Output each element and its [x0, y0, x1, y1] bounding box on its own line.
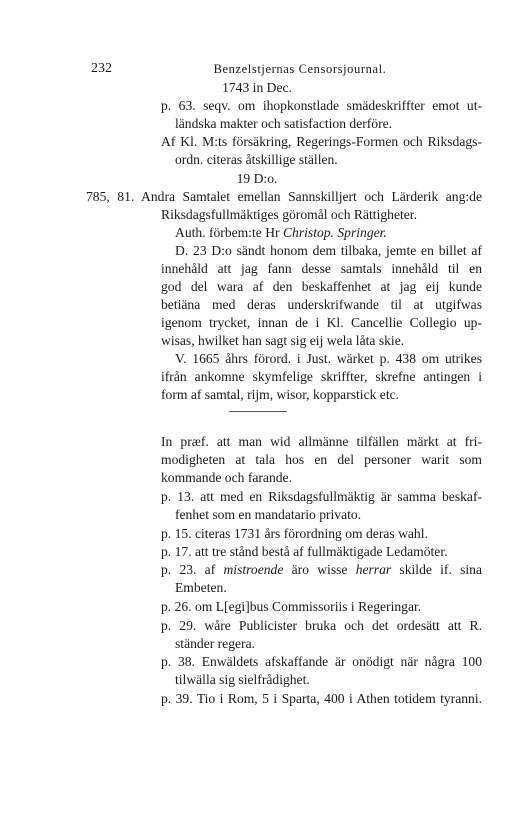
note-praef-line2: modigheten at tala hos en del personer warit som: [161, 452, 482, 467]
note-p29-line1: p. 29. wåre Publicister bruka och det ordesätt att R.: [161, 618, 482, 633]
entry-d23-line5: igenom trycket, innan de i Kl. Cancellie Collegio up-: [161, 315, 482, 330]
entry-d23-line2: innehåld att jag fann desse samtals innehåld til en: [161, 261, 482, 276]
entry-v1665-line3: form af samtal, rijm, wisor, kopparstick etc.: [161, 387, 400, 402]
note-p23-line2: Embeten.: [175, 580, 227, 595]
note-p17: p. 17. att tre stånd bestå af fullmäktigade Ledamöter.: [161, 544, 448, 559]
auth-prefix: Auth. förbem:te Hr: [175, 225, 283, 240]
entry-d23-line1: D. 23 D:o sändt honom dem tilbaka, jemte en billet af: [175, 243, 482, 258]
note-p39: p. 39. Tio i Rom, 5 i Sparta, 400 i Athen totidem tyranni.: [161, 691, 482, 706]
note-p13-line1: p. 13. att med en Riksdagsfullmäktig är samma beskaf-: [161, 489, 482, 504]
entry-af-line1: Af Kl. M:ts försäkring, Regerings-Formen och Riksdags-: [161, 134, 482, 149]
note-p38-line2: tilwälla sig sielfrådighet.: [175, 672, 310, 687]
p23-italic-1: mistroende: [223, 562, 284, 577]
note-p26: p. 26. om L[egi]bus Commissoriis i Regeringar.: [161, 599, 422, 614]
entry-auth: [175, 224, 387, 242]
page-header: [0, 61, 514, 79]
note-p38-line1: p. 38. Enwäldets afskaffande är onödigt när några 100: [161, 654, 482, 669]
entry-v1665-line1: V. 1665 åhrs förord. i Just. wärket p. 438 om utrikes: [175, 351, 482, 366]
entry-p63-line1: p. 63. seqv. om ihopkonstlade smädeskriffter emot ut-: [161, 98, 482, 113]
section-divider: [229, 411, 287, 412]
note-praef-line1: In præf. att man wid allmänne tilfällen märkt at fri-: [161, 434, 482, 449]
note-p29-line2: ständer regera.: [175, 636, 256, 651]
entry-785-line2: Riksdagsfullmäktiges göromål och Rättigheter.: [161, 207, 417, 222]
auth-name: Christop. Springer.: [282, 225, 387, 240]
entry-d23-line3: god del wara af den beskaffenhet at jag eij kunde: [161, 279, 482, 294]
entry-p63-line2: ländska makter och satisfaction derföre.: [175, 116, 393, 131]
p23-part-b: äro wisse: [283, 562, 356, 577]
entry-af-line2: ordn. citeras åtskillige ställen.: [175, 152, 338, 167]
note-p13-line2: fenhet som en mandatario privato.: [175, 507, 362, 522]
note-p15: p. 15. citeras 1731 års förordning om deras wahl.: [161, 526, 428, 541]
p23-part-a: p. 23. af: [161, 562, 224, 577]
page-number: 232: [91, 61, 112, 76]
year-heading: 1743 in Dec.: [222, 80, 292, 95]
running-head: Benzelstjernas Censorsjournal.: [213, 62, 387, 76]
entry-v1665-line2: ifrån ankomne skymfelige skriffter, skrefne antingen i: [161, 369, 482, 384]
p23-part-c: skilde if. sina: [391, 562, 482, 577]
date-heading-19: 19 D:o.: [236, 171, 278, 186]
note-p23-line1: [161, 561, 482, 579]
note-praef-line3: kommande och farande.: [161, 470, 292, 485]
entry-785-line1: 785, 81. Andra Samtalet emellan Sannskilljert och Lärderik ang:de: [86, 189, 482, 204]
p23-italic-2: herrar: [355, 562, 392, 577]
entry-d23-line4: betiäna med deras underskrifwande til at utgifwas: [161, 297, 482, 312]
entry-d23-line6: wisas, hwilket han sagt sig eij wela låta skie.: [161, 333, 405, 348]
